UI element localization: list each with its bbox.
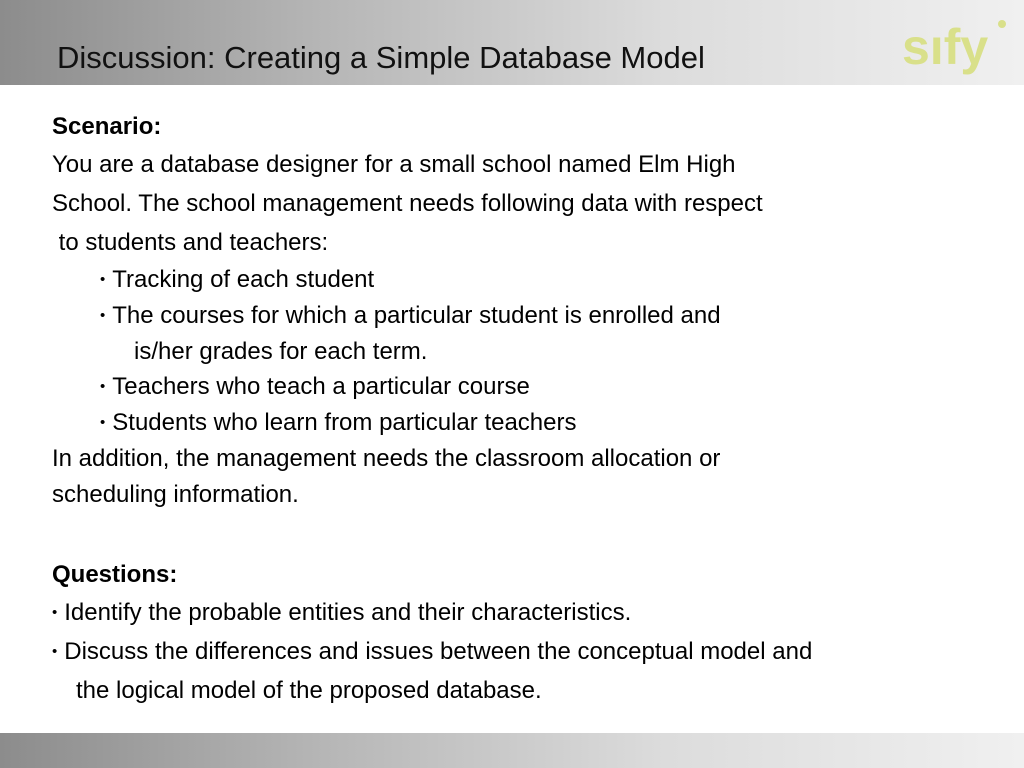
sify-logo-text: sıfy — [902, 19, 989, 75]
scenario-bullet-text: The courses for which a particular student is enrolled and — [112, 302, 721, 329]
question-item-continuation: the logical model of the proposed database. — [76, 677, 542, 704]
scenario-bullet — [100, 265, 374, 298]
question-item — [52, 637, 812, 670]
bullet-icon: • — [100, 271, 106, 288]
scenario-bullet — [100, 372, 530, 405]
scenario-outro-line: scheduling information. — [52, 481, 299, 508]
scenario-heading: Scenario: — [52, 113, 162, 140]
slide-header-bar — [0, 0, 1024, 85]
scenario-bullet-text: Students who learn from particular teachers — [112, 409, 577, 436]
question-item — [52, 598, 631, 631]
slide-title: Discussion: Creating a Simple Database Model — [57, 40, 705, 75]
bullet-icon: • — [100, 414, 106, 431]
questions-heading: Questions: — [52, 561, 178, 588]
bullet-icon: • — [100, 378, 106, 395]
scenario-bullet — [100, 301, 721, 334]
scenario-bullet-text: Teachers who teach a particular course — [112, 373, 530, 400]
scenario-bullet-text: Tracking of each student — [112, 266, 375, 293]
scenario-intro-line: to students and teachers: — [52, 229, 329, 256]
sify-logo — [900, 14, 1010, 78]
bullet-icon: • — [52, 604, 58, 621]
scenario-bullet — [100, 408, 577, 441]
scenario-intro-line: You are a database designer for a small school named Elm High — [52, 151, 736, 178]
question-text: Identify the probable entities and their characteristics. — [64, 599, 632, 626]
bullet-icon: • — [52, 643, 58, 660]
scenario-intro-line: School. The school management needs following data with respect — [52, 190, 763, 217]
slide-footer-bar — [0, 733, 1024, 768]
question-text: Discuss the differences and issues between the conceptual model and — [64, 638, 813, 665]
scenario-bullet-continuation: is/her grades for each term. — [134, 338, 428, 365]
bullet-icon: • — [100, 307, 106, 324]
scenario-outro-line: In addition, the management needs the classroom allocation or — [52, 445, 721, 472]
